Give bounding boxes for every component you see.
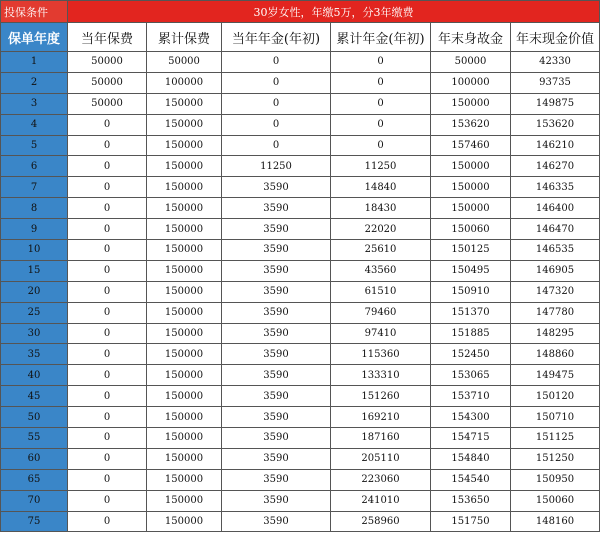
cell-death-benefit: 151750 [431,511,511,532]
cell-policy-year: 30 [1,323,68,344]
cell-cumulative-premium: 100000 [147,72,222,93]
cell-policy-year: 9 [1,219,68,240]
cell-annual-annuity: 3590 [222,281,331,302]
cell-annual-annuity: 3590 [222,469,331,490]
cell-annual-annuity: 3590 [222,302,331,323]
table-row [1,156,600,177]
header-death-benefit: 年末身故金 [431,23,511,52]
cell-death-benefit: 150000 [431,177,511,198]
table-row [1,511,600,532]
cell-annual-premium: 0 [68,114,147,135]
cell-cumulative-premium: 150000 [147,344,222,365]
cell-policy-year: 25 [1,302,68,323]
cell-death-benefit: 150000 [431,198,511,219]
cell-cumulative-annuity: 223060 [331,469,431,490]
cell-annual-annuity: 0 [222,114,331,135]
cell-annual-annuity: 3590 [222,240,331,261]
table-row [1,407,600,428]
header-annual-annuity: 当年年金(年初) [222,23,331,52]
cell-policy-year: 65 [1,469,68,490]
header-policy-year: 保单年度 [1,23,68,52]
table-row [1,198,600,219]
cell-annual-annuity: 3590 [222,386,331,407]
cell-death-benefit: 150910 [431,281,511,302]
cell-cash-value: 147320 [511,281,600,302]
cell-annual-premium: 0 [68,386,147,407]
cell-death-benefit: 151885 [431,323,511,344]
cell-cash-value: 153620 [511,114,600,135]
cell-cash-value: 149875 [511,93,600,114]
cell-annual-premium: 0 [68,177,147,198]
cell-annual-annuity: 3590 [222,511,331,532]
cell-policy-year: 40 [1,365,68,386]
cell-annual-premium: 50000 [68,93,147,114]
cell-cumulative-annuity: 79460 [331,302,431,323]
cell-death-benefit: 100000 [431,72,511,93]
header-cumulative-premium: 累计保费 [147,23,222,52]
cell-cumulative-annuity: 0 [331,72,431,93]
cell-annual-premium: 0 [68,511,147,532]
cell-cumulative-premium: 150000 [147,281,222,302]
cell-annual-premium: 0 [68,302,147,323]
cell-cash-value: 146535 [511,240,600,261]
header-cash-value: 年末现金价值 [511,23,600,52]
table-row [1,490,600,511]
cell-annual-annuity: 0 [222,72,331,93]
cell-policy-year: 75 [1,511,68,532]
cell-annual-annuity: 3590 [222,428,331,449]
table-row [1,260,600,281]
cell-annual-annuity: 0 [222,135,331,156]
cell-cash-value: 149475 [511,365,600,386]
cell-annual-annuity: 3590 [222,448,331,469]
cell-policy-year: 5 [1,135,68,156]
table-row [1,323,600,344]
cell-annual-premium: 50000 [68,72,147,93]
cell-policy-year: 45 [1,386,68,407]
cell-annual-premium: 0 [68,281,147,302]
cell-annual-annuity: 0 [222,93,331,114]
cell-death-benefit: 151370 [431,302,511,323]
cell-policy-year: 20 [1,281,68,302]
cell-annual-premium: 0 [68,428,147,449]
cell-policy-year: 7 [1,177,68,198]
cell-death-benefit: 153710 [431,386,511,407]
cell-policy-year: 35 [1,344,68,365]
table-row [1,281,600,302]
cell-cumulative-premium: 50000 [147,52,222,73]
table-row [1,240,600,261]
cell-cash-value: 151125 [511,428,600,449]
cell-annual-premium: 0 [68,135,147,156]
table-row [1,448,600,469]
cell-cumulative-premium: 150000 [147,198,222,219]
cell-cumulative-premium: 150000 [147,428,222,449]
cell-annual-annuity: 3590 [222,490,331,511]
cell-annual-annuity: 3590 [222,365,331,386]
cell-annual-premium: 0 [68,323,147,344]
cell-annual-annuity: 3590 [222,344,331,365]
cell-death-benefit: 153065 [431,365,511,386]
cell-cash-value: 148860 [511,344,600,365]
table-row [1,344,600,365]
header-annual-premium: 当年保费 [68,23,147,52]
cell-cash-value: 146210 [511,135,600,156]
cell-cumulative-premium: 150000 [147,407,222,428]
table-row [1,135,600,156]
cell-death-benefit: 150000 [431,93,511,114]
cell-death-benefit: 150060 [431,219,511,240]
table-row [1,219,600,240]
cell-annual-premium: 0 [68,490,147,511]
cell-death-benefit: 153650 [431,490,511,511]
cell-cumulative-premium: 150000 [147,302,222,323]
table-row [1,177,600,198]
cell-death-benefit: 154840 [431,448,511,469]
cell-cash-value: 150710 [511,407,600,428]
cell-death-benefit: 150125 [431,240,511,261]
insurance-condition-text: 30岁女性，年缴5万，分3年缴费 [68,1,600,23]
insurance-condition-row [1,1,600,23]
cell-cumulative-annuity: 14840 [331,177,431,198]
cell-cumulative-premium: 150000 [147,386,222,407]
cell-annual-premium: 0 [68,156,147,177]
cell-cumulative-annuity: 205110 [331,448,431,469]
cell-policy-year: 4 [1,114,68,135]
cell-cumulative-annuity: 0 [331,114,431,135]
cell-policy-year: 10 [1,240,68,261]
cell-policy-year: 3 [1,93,68,114]
cell-cash-value: 146400 [511,198,600,219]
cell-annual-premium: 0 [68,448,147,469]
cell-cash-value: 146470 [511,219,600,240]
cell-cumulative-premium: 150000 [147,156,222,177]
cell-cumulative-premium: 150000 [147,469,222,490]
cell-cumulative-annuity: 258960 [331,511,431,532]
cell-policy-year: 15 [1,260,68,281]
cell-annual-annuity: 3590 [222,323,331,344]
cell-death-benefit: 50000 [431,52,511,73]
cell-annual-annuity: 3590 [222,219,331,240]
cell-cumulative-premium: 150000 [147,490,222,511]
cell-cumulative-premium: 150000 [147,93,222,114]
cell-cash-value: 93735 [511,72,600,93]
cell-cumulative-annuity: 133310 [331,365,431,386]
cell-cumulative-annuity: 97410 [331,323,431,344]
cell-cash-value: 42330 [511,52,600,73]
cell-cumulative-annuity: 61510 [331,281,431,302]
table-row [1,114,600,135]
cell-cash-value: 150950 [511,469,600,490]
cell-death-benefit: 152450 [431,344,511,365]
table-row [1,386,600,407]
cell-cumulative-annuity: 0 [331,135,431,156]
cell-cumulative-annuity: 22020 [331,219,431,240]
cell-policy-year: 55 [1,428,68,449]
cell-cumulative-premium: 150000 [147,511,222,532]
cell-cumulative-annuity: 115360 [331,344,431,365]
cell-death-benefit: 150000 [431,156,511,177]
cell-annual-annuity: 3590 [222,407,331,428]
cell-cash-value: 146905 [511,260,600,281]
cell-cumulative-premium: 150000 [147,365,222,386]
cell-annual-premium: 0 [68,198,147,219]
table-row [1,93,600,114]
cell-policy-year: 2 [1,72,68,93]
table-row [1,52,600,73]
cell-cash-value: 150060 [511,490,600,511]
cell-cumulative-premium: 150000 [147,448,222,469]
cell-cumulative-annuity: 0 [331,93,431,114]
cell-cumulative-annuity: 25610 [331,240,431,261]
cell-cash-value: 148295 [511,323,600,344]
cell-annual-premium: 0 [68,344,147,365]
cell-cumulative-annuity: 43560 [331,260,431,281]
cell-death-benefit: 157460 [431,135,511,156]
cell-death-benefit: 150495 [431,260,511,281]
cell-cumulative-annuity: 0 [331,52,431,73]
table-row [1,302,600,323]
cell-annual-annuity: 3590 [222,198,331,219]
cell-annual-premium: 0 [68,260,147,281]
cell-annual-premium: 50000 [68,52,147,73]
cell-cumulative-premium: 150000 [147,323,222,344]
cell-cash-value: 146270 [511,156,600,177]
cell-annual-premium: 0 [68,469,147,490]
table-row [1,428,600,449]
cell-cumulative-annuity: 169210 [331,407,431,428]
cell-cumulative-premium: 150000 [147,135,222,156]
table-row [1,72,600,93]
cell-annual-premium: 0 [68,240,147,261]
cell-annual-premium: 0 [68,407,147,428]
cell-death-benefit: 154715 [431,428,511,449]
cell-cumulative-premium: 150000 [147,240,222,261]
cell-cumulative-annuity: 18430 [331,198,431,219]
cell-cumulative-annuity: 151260 [331,386,431,407]
cell-death-benefit: 154540 [431,469,511,490]
cell-policy-year: 50 [1,407,68,428]
cell-cumulative-annuity: 11250 [331,156,431,177]
cell-annual-premium: 0 [68,365,147,386]
cell-cash-value: 150120 [511,386,600,407]
cell-annual-annuity: 3590 [222,177,331,198]
cell-annual-annuity: 0 [222,52,331,73]
cell-policy-year: 6 [1,156,68,177]
table-header-row [1,23,600,52]
cell-annual-annuity: 11250 [222,156,331,177]
cell-cumulative-premium: 150000 [147,219,222,240]
cell-cumulative-premium: 150000 [147,260,222,281]
cell-policy-year: 60 [1,448,68,469]
cell-cash-value: 147780 [511,302,600,323]
cell-cash-value: 148160 [511,511,600,532]
cell-cumulative-premium: 150000 [147,114,222,135]
insurance-condition-label: 投保条件 [1,1,68,23]
cell-policy-year: 1 [1,52,68,73]
cell-cash-value: 146335 [511,177,600,198]
cell-cumulative-annuity: 187160 [331,428,431,449]
table-row [1,469,600,490]
header-cumulative-annuity: 累计年金(年初) [331,23,431,52]
cell-policy-year: 70 [1,490,68,511]
cell-cumulative-annuity: 241010 [331,490,431,511]
cell-annual-annuity: 3590 [222,260,331,281]
cell-death-benefit: 154300 [431,407,511,428]
cell-policy-year: 8 [1,198,68,219]
cell-death-benefit: 153620 [431,114,511,135]
table-row [1,365,600,386]
cell-cumulative-premium: 150000 [147,177,222,198]
cell-annual-premium: 0 [68,219,147,240]
cell-cash-value: 151250 [511,448,600,469]
